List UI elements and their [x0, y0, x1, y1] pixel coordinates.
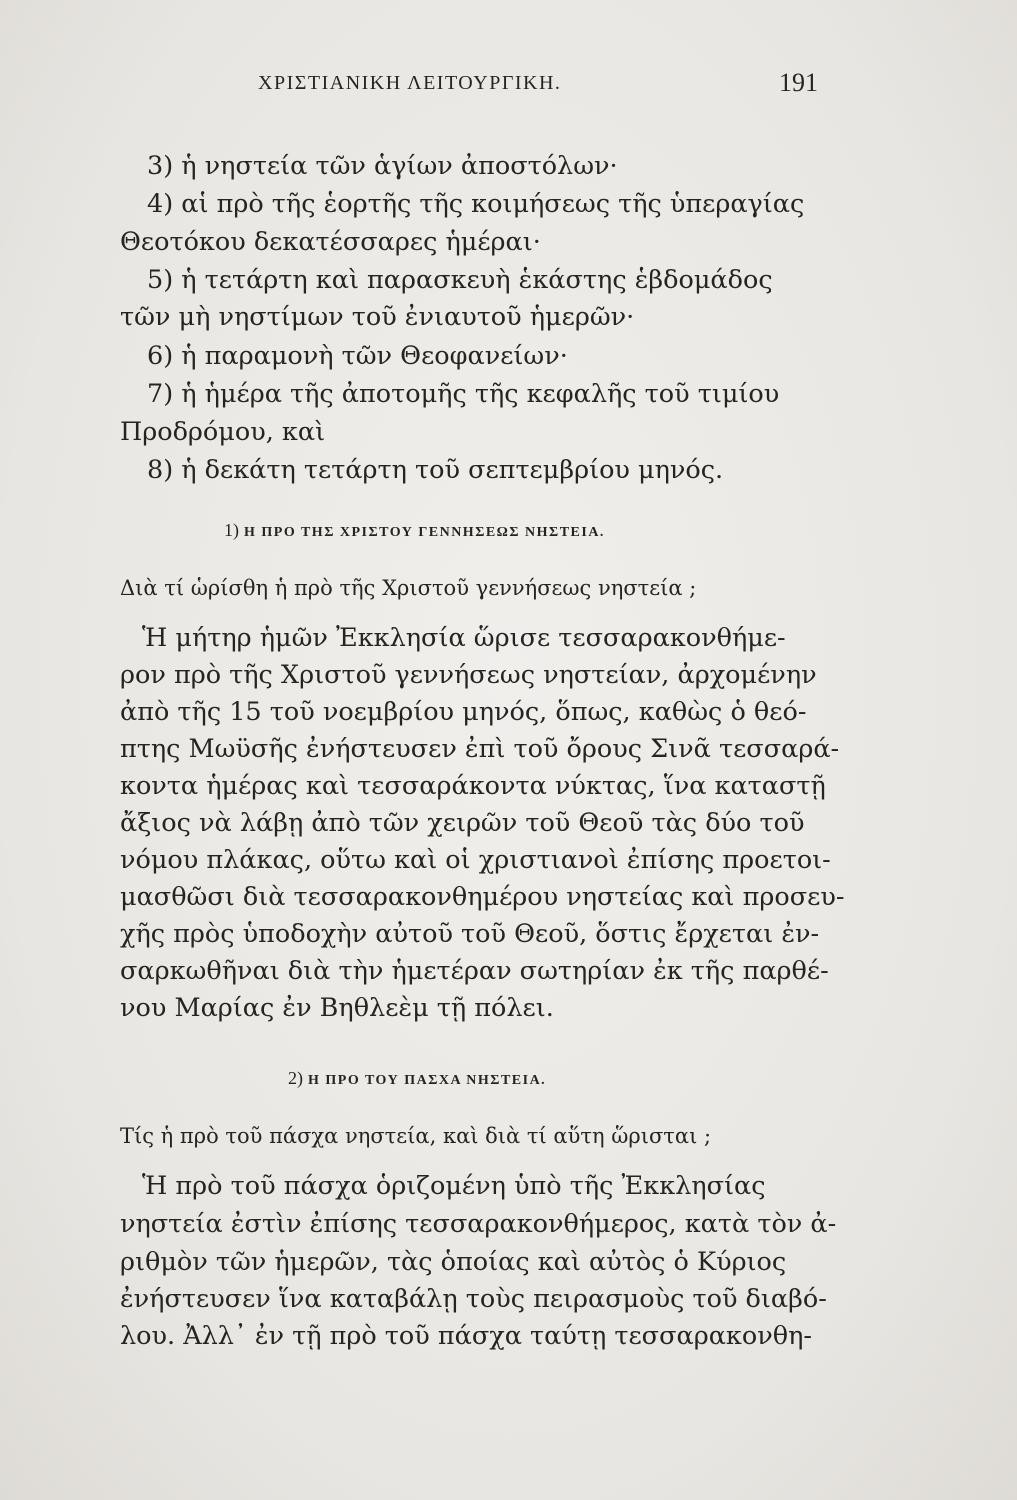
answer-line: νου Μαρίας ἐν Βηθλεὲμ τῇ πόλει.	[120, 993, 554, 1023]
section-heading-2	[288, 1068, 546, 1089]
answer-line: χῆς πρὸς ὑποδοχὴν αὐτοῦ τοῦ Θεοῦ, ὅστις ἔρχεται ἐν-	[120, 919, 820, 949]
section-number: 1)	[224, 520, 239, 540]
list-item: 4) αἱ πρὸ τῆς ἑορτῆς τῆς κοιμήσεως τῆς ὑπεραγίας	[147, 189, 805, 219]
list-item-continued: τῶν μὴ νηστίμων τοῦ ἐνιαυτοῦ ἡμερῶν·	[120, 302, 635, 332]
section-title: Η ΠΡΟ ΤΗΣ ΧΡΙΣΤΟΥ ΓΕΝΝΗΣΕΩΣ ΝΗΣΤΕΙΑ.	[244, 525, 605, 540]
answer-line: ριθμὸν τῶν ἡμερῶν, τὰς ὁποίας καὶ αὐτὸς ὁ Κύριος	[120, 1247, 787, 1277]
list-item: 7) ἡ ἡμέρα τῆς ἀποτομῆς τῆς κεφαλῆς τοῦ τιμίου	[147, 379, 780, 409]
answer-line: ἀπὸ τῆς 15 τοῦ νοεμβρίου μηνός, ὅπως, καθὼς ὁ θεό-	[120, 697, 807, 727]
list-item-continued: Προδρόμου, καὶ	[120, 417, 326, 447]
list-item: 3) ἡ νηστεία τῶν ἁγίων ἀποστόλων·	[147, 151, 618, 181]
list-item: 6) ἡ παραμονὴ τῶν Θεοφανείων·	[147, 341, 568, 371]
list-item-continued: Θεοτόκου δεκατέσσαρες ἡμέραι·	[120, 227, 541, 257]
answer-line: ἐνήστευσεν ἵνα καταβάλῃ τοὺς πειρασμοὺς τοῦ διαβό-	[120, 1284, 827, 1314]
section-heading-1	[224, 520, 605, 541]
question-1: Διὰ τί ὡρίσθη ἡ πρὸ τῆς Χριστοῦ γεννήσεως νηστεία ;	[120, 576, 697, 600]
answer-line: Ἡ πρὸ τοῦ πάσχα ὁριζομένη ὑπὸ τῆς Ἐκκλησίας	[142, 1171, 766, 1201]
answer-line: πτης Μωϋσῆς ἐνήστευσεν ἐπὶ τοῦ ὄρους Σινᾶ τεσσαρά-	[120, 734, 840, 764]
answer-line: κοντα ἡμέρας καὶ τεσσαράκοντα νύκτας, ἵνα καταστῇ	[120, 771, 826, 801]
answer-line: ρον πρὸ τῆς Χριστοῦ γεννήσεως νηστείαν, ἀρχομένην	[120, 660, 817, 690]
running-title: ΧΡΙΣΤΙΑΝΙΚΗ ΛΕΙΤΟΥΡΓΙΚΗ.	[258, 72, 562, 94]
answer-line: νόμου πλάκας, οὕτω καὶ οἱ χριστιανοὶ ἐπίσης προετοι-	[120, 845, 831, 875]
list-item: 8) ἡ δεκάτη τετάρτη τοῦ σεπτεμβρίου μηνός.	[147, 455, 724, 485]
section-title: Η ΠΡΟ ΤΟΥ ΠΑΣΧΑ ΝΗΣΤΕΙΑ.	[308, 1073, 547, 1088]
page-number: 191	[779, 68, 818, 97]
list-item: 5) ἡ τετάρτη καὶ παρασκευὴ ἑκάστης ἑβδομάδος	[147, 265, 773, 295]
question-2: Τίς ἡ πρὸ τοῦ πάσχα νηστεία, καὶ διὰ τί αὕτη ὥρισται ;	[120, 1124, 712, 1148]
answer-line: μασθῶσι διὰ τεσσαρακονθημέρου νηστείας καὶ προσευ-	[120, 882, 845, 912]
answer-line: Ἡ μήτηρ ἡμῶν Ἐκκλησία ὥρισε τεσσαρακονθήμε-	[142, 623, 786, 653]
answer-line: σαρκωθῆναι διὰ τὴν ἡμετέραν σωτηρίαν ἐκ τῆς παρθέ-	[120, 956, 829, 986]
answer-line: ἄξιος νὰ λάβῃ ἀπὸ τῶν χειρῶν τοῦ Θεοῦ τὰς δύο τοῦ	[120, 808, 805, 838]
answer-line: νηστεία ἐστὶν ἐπίσης τεσσαρακονθήμερος, κατὰ τὸν ἀ-	[120, 1209, 837, 1239]
section-number: 2)	[288, 1068, 303, 1088]
answer-line: λου. Ἀλλ᾽ ἐν τῇ πρὸ τοῦ πάσχα ταύτῃ τεσσαρακονθη-	[120, 1321, 812, 1351]
page-header	[258, 68, 818, 108]
